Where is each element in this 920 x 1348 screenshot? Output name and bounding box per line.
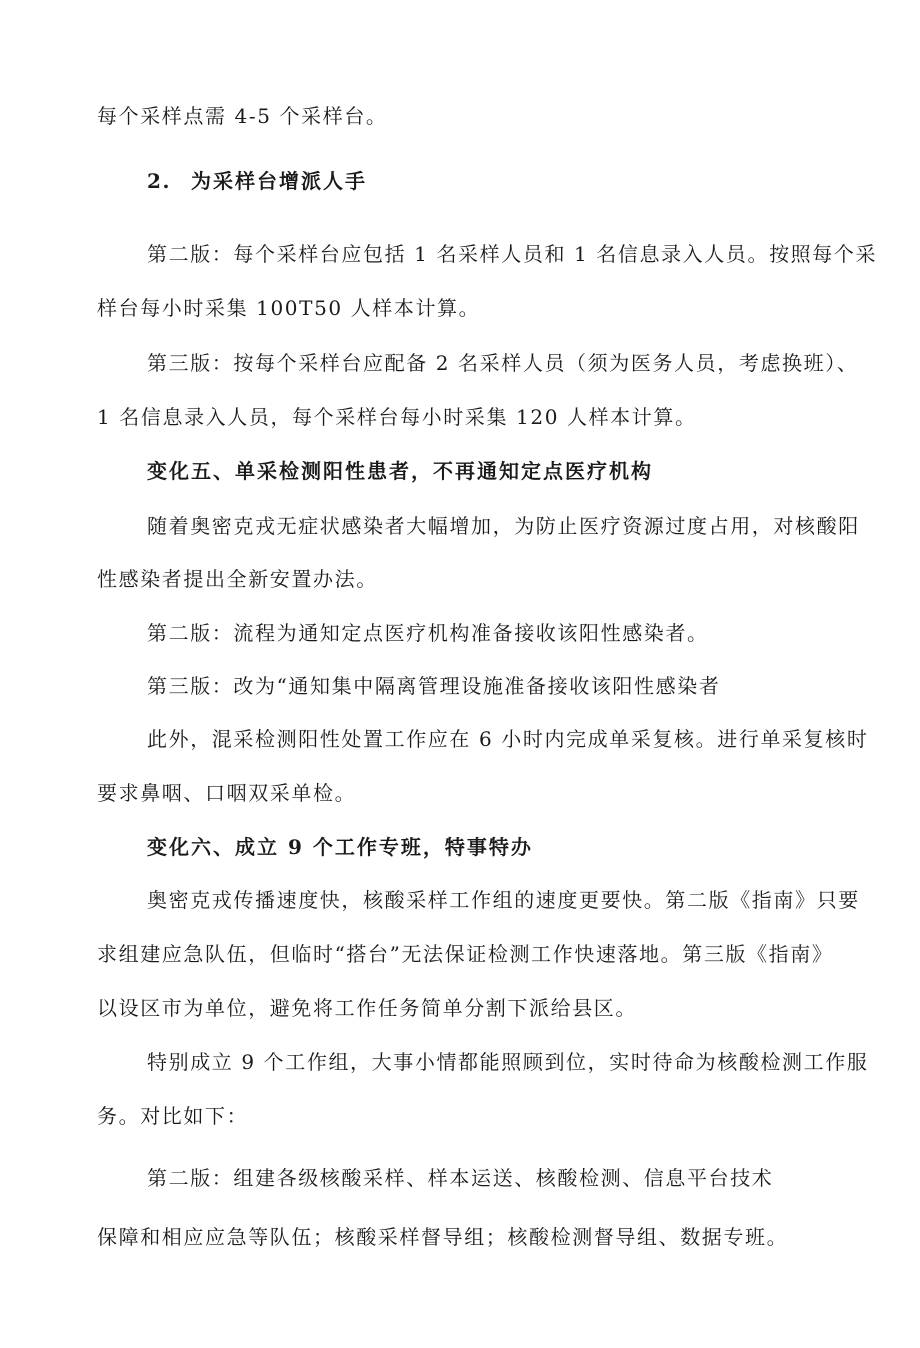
paragraph-line: 求组建应急队伍，但临时“搭台”无法保证检测工作快速落地。第三版《指南》 (97, 942, 834, 966)
paragraph-line: 第二版：流程为通知定点医疗机构准备接收该阳性感染者。 (147, 621, 709, 645)
paragraph-line: 奥密克戎传播速度快，核酸采样工作组的速度更要快。第二版《指南》只要 (147, 888, 860, 912)
paragraph-line: 此外，混采检测阳性处置工作应在 6 小时内完成单采复核。进行单采复核时 (147, 727, 869, 751)
paragraph-line: 第二版：每个采样台应包括 1 名采样人员和 1 名信息录入人员。按照每个采 (147, 242, 878, 266)
paragraph-line: 以设区市为单位，避免将工作任务简单分割下派给县区。 (97, 996, 637, 1020)
paragraph-line: 务。对比如下： (97, 1104, 249, 1128)
paragraph-line: 随着奥密克戎无症状感染者大幅增加，为防止医疗资源过度占用，对核酸阳 (147, 514, 860, 538)
paragraph-line: 性感染者提出全新安置办法。 (97, 567, 378, 591)
paragraph-line: 第三版：按每个采样台应配备 2 名采样人员（须为医务人员，考虑换班）、 (147, 351, 859, 375)
paragraph-line: 样台每小时采集 100T50 人样本计算。 (97, 296, 481, 320)
paragraph-line: 特别成立 9 个工作组，大事小情都能照顾到位，实时待命为核酸检测工作服 (147, 1050, 869, 1074)
paragraph-line: 第二版：组建各级核酸采样、样本运送、核酸检测、信息平台技术 (147, 1166, 774, 1190)
paragraph-line: 保障和相应应急等队伍；核酸采样督导组；核酸检测督导组、数据专班。 (97, 1225, 789, 1249)
section-heading: 变化五、单采检测阳性患者，不再通知定点医疗机构 (147, 459, 653, 483)
paragraph-line: 第三版：改为“通知集中隔离管理设施准备接收该阳性感染者 (147, 674, 721, 698)
paragraph-line: 要求鼻咽、口咽双采单检。 (97, 781, 357, 805)
section-heading: 变化六、成立 9 个工作专班，特事特办 (147, 835, 533, 859)
paragraph-line: 每个采样点需 4-5 个采样台。 (97, 104, 388, 128)
section-heading: 为采样台增派人手 (191, 169, 367, 193)
section-number: 2. (147, 169, 172, 193)
paragraph-line: 1 名信息录入人员，每个采样台每小时采集 120 人样本计算。 (97, 405, 697, 429)
